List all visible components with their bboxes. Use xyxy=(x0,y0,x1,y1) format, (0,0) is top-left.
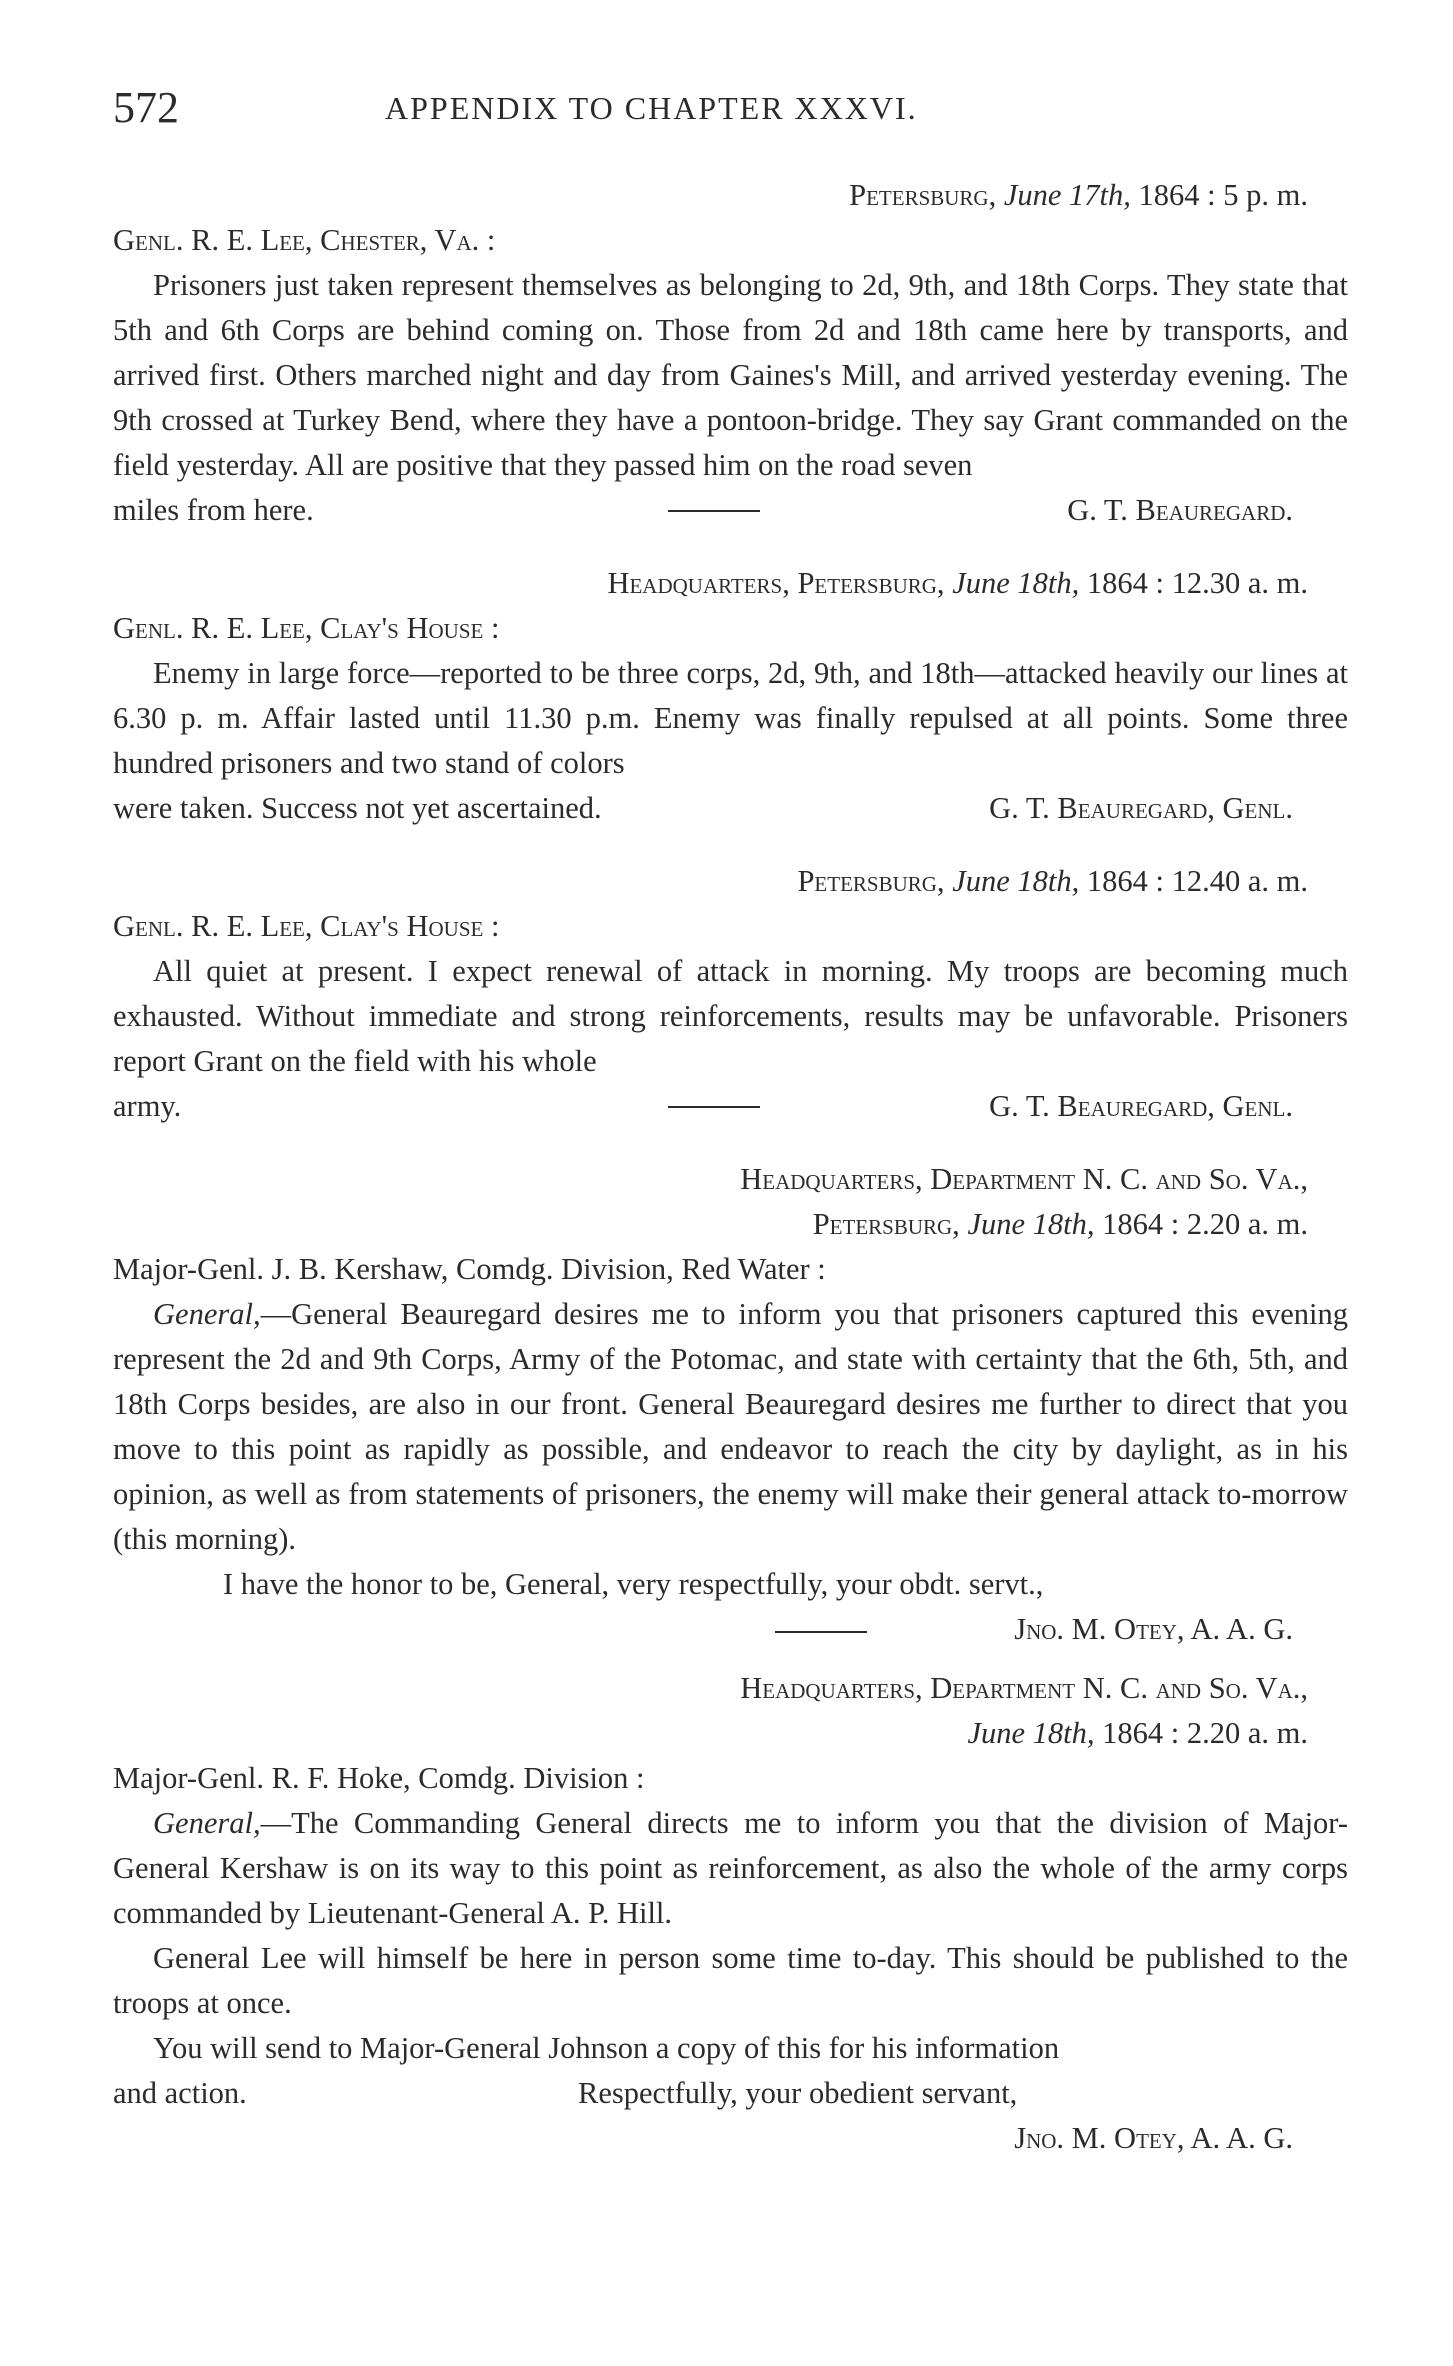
letter-body-paragraph-3: You will send to Major-General Johnson a copy of this for his information xyxy=(153,2031,1060,2065)
dateline-place: Petersburg, xyxy=(797,864,945,898)
letter-salutation: General, xyxy=(153,1297,261,1331)
dateline-place: Petersburg, xyxy=(849,178,997,212)
letter-2 xyxy=(113,561,1348,831)
letter-body: Prisoners just taken represent themselves as belonging to 2d, 9th, and 18th Corps. They state that 5th and 6th Corps are behind coming on. Those from 2d and 18th came here by transports, and arrived first. Others marched night and day from Gaines's Mill, and arrived yesterday evening. The 9th crossed at Turkey Bend, where they have a pontoon-bridge. They say Grant commanded on the field yesterday. All are positive that they passed him on the road seven xyxy=(113,268,1348,482)
letter-address: Major-Genl. J. B. Kershaw, Comdg. Division, Red Water : xyxy=(113,1252,826,1286)
dateline-time: 1864 : 2.20 a. m. xyxy=(1102,1716,1308,1750)
letter-closing-line xyxy=(113,488,1348,533)
letter-body: Enemy in large force—reported to be three corps, 2d, 9th, and 18th—attacked heavily our lines at 6.30 p. m. Affair lasted until 11.30 p.m. Enemy was finally repulsed at all points. Some three hundred prisoners and two stand of colors xyxy=(113,656,1348,780)
letter-complimentary-close: Respectfully, your obedient servant, xyxy=(578,2076,1018,2110)
spacer xyxy=(113,1652,1348,1666)
letter-complimentary-close: I have the honor to be, General, very respectfully, your obdt. servt., xyxy=(223,1567,1044,1601)
letter-body xyxy=(113,1801,1348,1936)
letter-body-text: —General Beauregard desires me to inform you that prisoners captured this evening represent the 2d and 9th Corps, Army of the Potomac, and state with certainty that the 6th, 5th, and 18th Corps besides, are also in our front. General Beauregard desires me further to direct that you move to this point as rapidly as possible, and endeavor to reach the city by daylight, as in his opinion, as well as from statements of prisoners, the enemy will make their general attack to-morrow (this morning). xyxy=(113,1297,1348,1556)
page-header xyxy=(0,82,1453,142)
dateline-date: June 18th, xyxy=(967,1716,1095,1750)
letter-heading: Headquarters, Department N. C. and So. Va., xyxy=(740,1671,1308,1705)
letter-1 xyxy=(113,173,1348,533)
letter-body: All quiet at present. I expect renewal of attack in morning. My troops are becoming much exhausted. Without immediate and strong reinforcements, results may be unfavorable. Prisoners report Grant on the field with his whole xyxy=(113,954,1348,1078)
letter-signature: G. T. Beauregard, Genl. xyxy=(989,791,1293,825)
dateline-time: 1864 : 2.20 a. m. xyxy=(1102,1207,1308,1241)
letter-3 xyxy=(113,859,1348,1129)
dateline-time: 1864 : 5 p. m. xyxy=(1138,178,1308,212)
letter-address: Genl. R. E. Lee, Clay's House : xyxy=(113,909,500,943)
dateline-time: 1864 : 12.30 a. m. xyxy=(1086,566,1308,600)
dateline-time: 1864 : 12.40 a. m. xyxy=(1086,864,1308,898)
spacer xyxy=(113,533,1348,561)
letter-dateline xyxy=(113,561,1348,606)
dateline-date: June 18th, xyxy=(952,566,1080,600)
dateline-place: Petersburg, xyxy=(812,1207,960,1241)
page-content xyxy=(113,165,1348,2161)
spacer xyxy=(113,831,1348,859)
letter-body xyxy=(113,1292,1348,1562)
letter-signature: G. T. Beauregard. xyxy=(1067,493,1293,527)
letter-body-text: —The Commanding General directs me to inform you that the division of Major-General Kershaw is on its way to this point as reinforcement, as also the whole of the army corps commanded by Lieutenant-General A. P. Hill. xyxy=(113,1806,1348,1930)
letter-heading: Headquarters, Department N. C. and So. Va., xyxy=(740,1162,1308,1196)
dateline-date: June 18th, xyxy=(967,1207,1095,1241)
separator-rule xyxy=(775,1631,867,1633)
letter-address: Genl. R. E. Lee, Chester, Va. : xyxy=(113,223,496,257)
letter-signature: Jno. M. Otey, A. A. G. xyxy=(1014,2121,1293,2155)
letter-signature: Jno. M. Otey, A. A. G. xyxy=(1014,1612,1293,1646)
letter-dateline xyxy=(113,1202,1348,1247)
dateline-place: Headquarters, Petersburg, xyxy=(607,566,945,600)
letter-address: Major-Genl. R. F. Hoke, Comdg. Division : xyxy=(113,1761,645,1795)
letter-closing-line xyxy=(113,2071,1348,2116)
page-number: 572 xyxy=(113,83,179,132)
dateline-date: June 17th, xyxy=(1003,178,1131,212)
dateline-date: June 18th, xyxy=(952,864,1080,898)
separator-rule xyxy=(668,1106,760,1108)
letter-signature-line xyxy=(113,1607,1348,1652)
letter-dateline xyxy=(113,1711,1348,1756)
letter-5 xyxy=(113,1666,1348,2161)
letter-closing-line xyxy=(113,1084,1348,1129)
letter-last-line: were taken. Success not yet ascertained. xyxy=(113,791,602,825)
separator-rule xyxy=(668,510,760,512)
letter-salutation: General, xyxy=(153,1806,261,1840)
letter-last-line: miles from here. xyxy=(113,493,314,527)
letter-body-paragraph-2: General Lee will himself be here in person some time to-day. This should be published to the troops at once. xyxy=(113,1941,1348,2020)
spacer xyxy=(113,1129,1348,1157)
letter-closing-line xyxy=(113,786,1348,831)
letter-4 xyxy=(113,1157,1348,1652)
letter-last-line: and action. xyxy=(113,2076,247,2110)
letter-signature: G. T. Beauregard, Genl. xyxy=(989,1089,1293,1123)
letter-dateline xyxy=(113,859,1348,904)
letter-address: Genl. R. E. Lee, Clay's House : xyxy=(113,611,500,645)
letter-last-line: army. xyxy=(113,1089,182,1123)
running-title: APPENDIX TO CHAPTER XXXVI. xyxy=(385,90,918,126)
letter-dateline xyxy=(113,173,1348,218)
